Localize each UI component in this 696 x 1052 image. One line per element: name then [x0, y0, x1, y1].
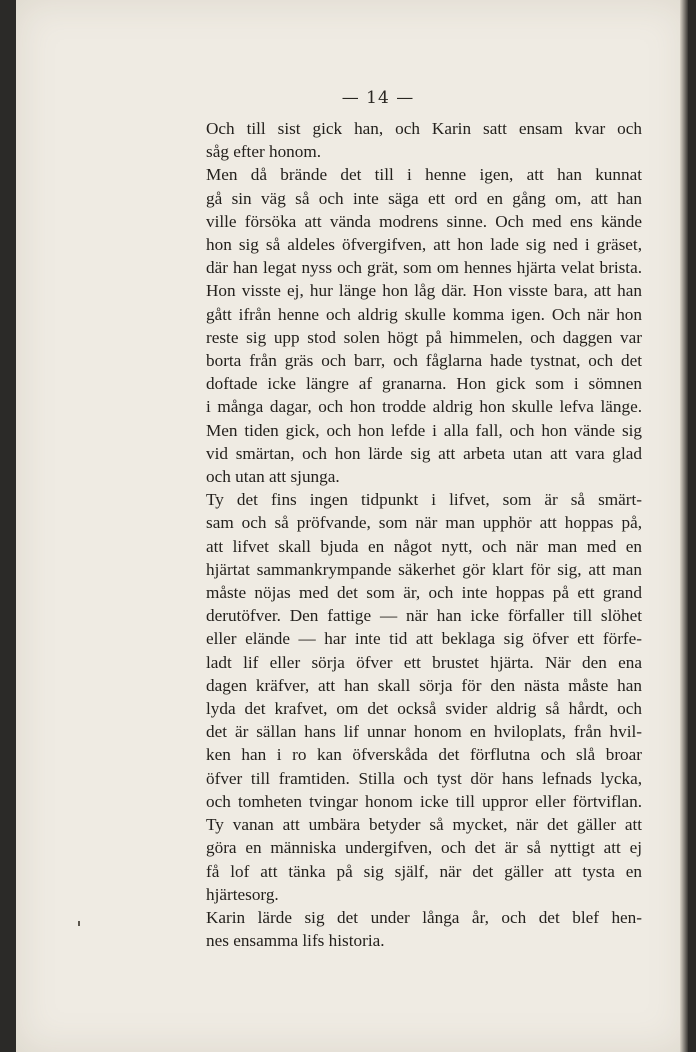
text-line: Men tiden gick, och hon lefde i alla fall, och hon vände sig	[206, 420, 642, 440]
text-line: borta från gräs och barr, och fåglarna hade tystnat, och det	[206, 351, 642, 371]
book-page	[16, 0, 688, 1052]
text-line: gå sin väg så och inte säga ett ord en gång om, att han	[206, 188, 642, 208]
text-line: måste nöjas med det som är, och inte hoppas på ett grand	[206, 583, 642, 603]
text-line: Hon visste ej, hur länge hon låg där. Hon visste bara, att han	[206, 281, 642, 301]
margin-mark	[78, 921, 80, 926]
text-line: göra en människa undergifven, och det är så nyttigt att ej	[206, 838, 642, 858]
text-line: Karin lärde sig det under långa år, och det blef hen-	[206, 907, 642, 927]
text-line: ville försöka att vända modrens sinne. Och med ens kände	[206, 211, 642, 231]
paragraph-1	[160, 117, 642, 163]
text-line: såg efter honom.	[206, 142, 322, 162]
text-line: dagen kräfver, att han skall sörja för den nästa måste han	[206, 675, 642, 695]
text-line: Och till sist gick han, och Karin satt ensam kvar och	[206, 119, 642, 138]
text-line: hon sig så aldeles öfvergifven, att hon lade sig ned i gräset,	[206, 235, 642, 255]
text-line: hjärtat sammankrympande säkerhet gör klart för sig, att man	[206, 559, 642, 579]
text-line: hjärtesorg.	[206, 884, 279, 904]
text-line: sam och så pröfvande, som när man upphör att hoppas på,	[206, 513, 642, 533]
text-line: där han legat nyss och grät, som om hennes hjärta velat brista.	[206, 258, 642, 278]
text-line: gått ifrån henne och aldrig skulle komma igen. Och när hon	[206, 304, 642, 324]
body-text	[160, 117, 642, 952]
text-line: Men då brände det till i henne igen, att han kunnat	[206, 165, 642, 185]
paragraph-3	[160, 488, 642, 906]
text-line: öfver till framtiden. Stilla och tyst dör hans lefnads lycka,	[206, 768, 642, 788]
text-line: det är sällan hans lif unnar honom en hviloplats, från hvil-	[206, 722, 642, 742]
text-line: nes ensamma lifs historia.	[206, 931, 385, 951]
text-line: vid smärtan, och hon lärde sig att arbeta utan att vara glad	[206, 443, 642, 463]
text-line: och utan att sjunga.	[206, 467, 340, 487]
text-line: Ty det fins ingen tidpunkt i lifvet, som är så smärt-	[206, 490, 642, 510]
text-line: ken han i ro kan öfverskåda det förflutna och slå broar	[206, 745, 642, 765]
text-line: och tomheten tvingar honom icke till uppror eller förtviflan.	[206, 791, 642, 811]
page-edge	[680, 0, 688, 1052]
text-line: lyda det krafvet, om det också svider aldrig så hårdt, och	[206, 699, 642, 719]
text-line: att lifvet skall bjuda en något nytt, och när man med en	[206, 536, 642, 556]
text-line: doftade icke längre af granarna. Hon gick som i sömnen	[206, 374, 642, 394]
paragraph-4	[160, 906, 642, 952]
text-line: ladt lif eller sörja öfver ett brustet hjärta. När den ena	[206, 652, 642, 672]
page-number: — 14 —	[341, 88, 415, 108]
text-line: eller elände — har inte tid att beklaga sig öfver ett förfe-	[206, 629, 642, 649]
text-line: Ty vanan att umbära betyder så mycket, när det gäller att	[206, 815, 642, 835]
text-line: få lof att tänka på sig själf, när det gäller att tysta en	[206, 861, 642, 881]
text-line: i många dagar, och hon trodde aldrig hon skulle lefva länge.	[206, 397, 642, 417]
text-line: reste sig upp stod solen högt på himmelen, och daggen var	[206, 327, 642, 347]
text-line: derutöfver. Den fattige — när han icke förfaller till slöhet	[206, 606, 642, 626]
paragraph-2	[160, 163, 642, 488]
